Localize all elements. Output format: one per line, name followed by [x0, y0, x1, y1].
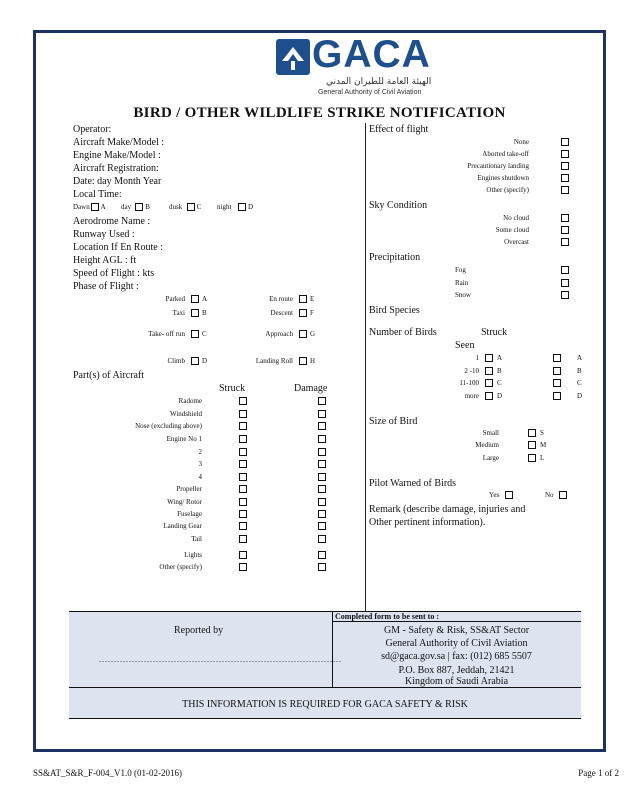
size-heading: Size of Bird — [369, 416, 418, 427]
effect-checkbox-engines-shutdown[interactable] — [561, 174, 569, 182]
struck-code-D: D — [577, 392, 583, 400]
number-2-10-label: 2 -10 — [464, 367, 479, 375]
time-checkbox-night[interactable] — [238, 203, 246, 211]
form-title: BIRD / OTHER WILDLIFE STRIKE NOTIFICATION — [133, 105, 506, 121]
sky-some-cloud: Some cloud — [495, 226, 529, 234]
effect-checkbox-other-specify[interactable] — [561, 186, 569, 194]
part-4-damage-checkbox[interactable] — [318, 435, 326, 443]
aerodrome-label: Aerodrome Name : — [73, 216, 151, 227]
aircraft-model-label: Aircraft Make/Model : — [73, 137, 165, 148]
operator-label: Operator: — [73, 124, 112, 135]
required-notice: THIS INFORMATION IS REQUIRED FOR GACA SAFETY & RISK — [182, 699, 468, 710]
seen-code-B: B — [497, 367, 502, 375]
gaca-emblem-icon — [276, 39, 310, 75]
part-3-struck-checkbox[interactable] — [239, 422, 247, 430]
size-medium: Medium — [475, 441, 499, 449]
part-12-damage-checkbox[interactable] — [318, 535, 326, 543]
part-13-damage-checkbox[interactable] — [318, 551, 326, 559]
number-struck-header: Struck — [481, 327, 508, 338]
part-5-label: 2 — [198, 448, 202, 456]
phase-code-D: D — [202, 357, 208, 365]
number-1-label: 1 — [475, 354, 479, 362]
effect-none: None — [513, 138, 529, 146]
phase-parked: Parked — [165, 295, 185, 303]
logo-wordmark: GACA — [312, 33, 431, 76]
time-code-C: C — [196, 203, 202, 211]
page-number: Page 1 of 2 — [578, 768, 619, 778]
engine-model-label: Engine Make/Model : — [73, 150, 161, 161]
part-6-label: 3 — [198, 460, 202, 468]
sky-checkbox-some-cloud[interactable] — [561, 226, 569, 234]
phase-checkbox-taxi[interactable] — [191, 309, 199, 317]
phase-code-F: F — [310, 309, 314, 317]
phase-checkbox-approach[interactable] — [299, 330, 307, 338]
phase-checkbox-en-route[interactable] — [299, 295, 307, 303]
number-heading: Number of Birds — [369, 327, 437, 338]
part-8-struck-checkbox[interactable] — [239, 485, 247, 493]
form-frame — [33, 30, 606, 752]
part-13-label: Lights — [184, 551, 202, 559]
seen-checkbox-B[interactable] — [485, 367, 493, 375]
precip-snow: Snow — [455, 291, 471, 299]
phase-checkbox-climb[interactable] — [191, 357, 199, 365]
phase-code-A: A — [202, 295, 208, 303]
size-code-L: L — [540, 454, 545, 462]
time-option-night: night — [217, 203, 232, 211]
time-checkbox-dusk[interactable] — [187, 203, 195, 211]
precip-rain: Rain — [455, 279, 469, 287]
part-9-label: Wing/ Rotor — [167, 498, 202, 506]
size-checkbox-M[interactable] — [528, 441, 536, 449]
phase-approach: Approach — [265, 330, 293, 338]
remark-label-2: Other pertinent information). — [369, 517, 486, 528]
bottom-panel — [69, 611, 581, 719]
part-13-struck-checkbox[interactable] — [239, 551, 247, 559]
part-6-damage-checkbox[interactable] — [318, 460, 326, 468]
height-label: Height AGL : ft — [73, 255, 137, 266]
part-6-struck-checkbox[interactable] — [239, 460, 247, 468]
send-to-label: Completed form to be sent to : — [335, 612, 439, 621]
sky-checkbox-no-cloud[interactable] — [561, 214, 569, 222]
size-checkbox-S[interactable] — [528, 429, 536, 437]
part-7-damage-checkbox[interactable] — [318, 473, 326, 481]
phase-take-off-run: Take- off run — [148, 330, 185, 338]
part-5-damage-checkbox[interactable] — [318, 448, 326, 456]
size-large: Large — [482, 454, 499, 462]
time-code-B: B — [145, 203, 150, 211]
seen-checkbox-D[interactable] — [485, 392, 493, 400]
logo-arabic: الهيئة العامة للطيران المدني — [326, 77, 432, 87]
species-heading: Bird Species — [369, 305, 420, 316]
size-code-M: M — [540, 441, 547, 449]
effect-engines-shutdown: Engines shutdown — [477, 174, 529, 182]
phase-descent: Descent — [270, 309, 293, 317]
phase-taxi: Taxi — [172, 309, 185, 317]
part-8-label: Propeller — [176, 485, 202, 493]
part-1-damage-checkbox[interactable] — [318, 397, 326, 405]
precip-checkbox-snow[interactable] — [561, 291, 569, 299]
phase-checkbox-landing-roll[interactable] — [299, 357, 307, 365]
phase-en-route: En route — [269, 295, 293, 303]
phase-code-H: H — [310, 357, 316, 365]
parts-struck-header: Struck — [219, 383, 246, 394]
address-line-2: General Authority of Civil Aviation — [385, 638, 528, 649]
struck-checkbox-B[interactable] — [553, 367, 561, 375]
part-4-label: Engine No 1 — [166, 435, 202, 443]
struck-checkbox-D[interactable] — [553, 392, 561, 400]
seen-code-D: D — [497, 392, 503, 400]
part-14-label: Other (specify) — [159, 563, 202, 571]
pilot-no-checkbox[interactable] — [559, 491, 567, 499]
address-line-3: sd@gaca.gov.sa | fax: (012) 685 5507 — [381, 651, 532, 662]
part-1-struck-checkbox[interactable] — [239, 397, 247, 405]
struck-code-B: B — [577, 367, 582, 375]
part-9-struck-checkbox[interactable] — [239, 498, 247, 506]
part-10-damage-checkbox[interactable] — [318, 510, 326, 518]
location-label: Location If En Route : — [73, 242, 163, 253]
part-7-label: 4 — [198, 473, 202, 481]
precip-checkbox-rain[interactable] — [561, 279, 569, 287]
part-2-label: Windshield — [170, 410, 202, 418]
form-grid — [69, 123, 581, 643]
part-11-label: Landing Gear — [163, 522, 202, 530]
speed-label: Speed of Flight : kts — [73, 268, 155, 279]
registration-label: Aircraft Registration: — [73, 163, 159, 174]
part-8-damage-checkbox[interactable] — [318, 485, 326, 493]
part-10-label: Fuselage — [177, 510, 202, 518]
size-checkbox-L[interactable] — [528, 454, 536, 462]
seen-code-C: C — [497, 379, 502, 387]
phase-label: Phase of Flight : — [73, 281, 139, 292]
phase-checkbox-take-off-run[interactable] — [191, 330, 199, 338]
part-12-struck-checkbox[interactable] — [239, 535, 247, 543]
precip-heading: Precipitation — [369, 252, 421, 263]
effect-checkbox-precautionary-landing[interactable] — [561, 162, 569, 170]
runway-label: Runway Used : — [73, 229, 135, 240]
part-1-label: Radome — [178, 397, 202, 405]
part-3-damage-checkbox[interactable] — [318, 422, 326, 430]
reported-by-line[interactable]: ................................................................................. — [99, 655, 342, 664]
time-option-dusk: dusk — [169, 203, 183, 211]
time-checkbox-day[interactable] — [135, 203, 143, 211]
part-5-struck-checkbox[interactable] — [239, 448, 247, 456]
pilot-no-label: No — [545, 491, 554, 499]
logo-english: General Authority of Civil Aviation — [318, 89, 422, 96]
parts-heading: Part(s) of Aircraft — [73, 370, 145, 381]
time-checkbox-dawn[interactable] — [91, 203, 99, 211]
time-option-day: day — [121, 203, 132, 211]
part-7-struck-checkbox[interactable] — [239, 473, 247, 481]
pilot-yes-checkbox[interactable] — [505, 491, 513, 499]
part-10-struck-checkbox[interactable] — [239, 510, 247, 518]
time-code-A: A — [100, 203, 106, 211]
struck-code-A: A — [577, 354, 583, 362]
part-9-damage-checkbox[interactable] — [318, 498, 326, 506]
part-11-damage-checkbox[interactable] — [318, 522, 326, 530]
phase-checkbox-parked[interactable] — [191, 295, 199, 303]
part-14-damage-checkbox[interactable] — [318, 563, 326, 571]
size-code-S: S — [540, 429, 544, 437]
form-code: SS&AT_S&R_F-004_V1.0 (01-02-2016) — [33, 768, 183, 778]
struck-checkbox-A[interactable] — [553, 354, 561, 362]
pilot-yes-label: Yes — [489, 491, 500, 499]
number-more-label: more — [464, 392, 479, 400]
reported-by-label: Reported by — [174, 625, 224, 636]
pilot-heading: Pilot Warned of Birds — [369, 478, 457, 489]
part-3-label: Nose (excluding above) — [135, 422, 202, 430]
precip-fog: Fog — [455, 266, 466, 274]
part-12-label: Tail — [191, 535, 202, 543]
effect-heading: Effect of flight — [369, 124, 429, 135]
size-small: Small — [482, 429, 499, 437]
phase-landing-roll: Landing Roll — [255, 357, 293, 365]
sky-overcast: Overcast — [504, 238, 529, 246]
remark-label: Remark (describe damage, injuries and — [369, 504, 526, 515]
seen-checkbox-C[interactable] — [485, 379, 493, 387]
sky-heading: Sky Condition — [369, 200, 428, 211]
column-divider — [365, 123, 366, 643]
struck-code-C: C — [577, 379, 582, 387]
part-14-struck-checkbox[interactable] — [239, 563, 247, 571]
phase-checkbox-descent[interactable] — [299, 309, 307, 317]
address-line-1: GM - Safety & Risk, SS&AT Sector — [383, 625, 530, 636]
sky-no-cloud: No cloud — [503, 214, 529, 222]
seen-checkbox-A[interactable] — [485, 354, 493, 362]
effect-checkbox-none[interactable] — [561, 138, 569, 146]
effect-aborted-take-off: Aborted take-off — [482, 150, 529, 158]
number-seen-header: Seen — [455, 340, 475, 351]
seen-code-A: A — [497, 354, 503, 362]
sky-checkbox-overcast[interactable] — [561, 238, 569, 246]
part-4-struck-checkbox[interactable] — [239, 435, 247, 443]
time-option-dawn: Dawn — [73, 203, 90, 211]
phase-code-B: B — [202, 309, 207, 317]
part-11-struck-checkbox[interactable] — [239, 522, 247, 530]
struck-checkbox-C[interactable] — [553, 379, 561, 387]
phase-code-C: C — [202, 330, 207, 338]
time-code-D: D — [248, 203, 254, 211]
gaca-logo — [236, 33, 456, 97]
effect-other-specify: Other (specify) — [486, 186, 529, 194]
address-line-4: P.O. Box 887, Jeddah, 21421 — [398, 665, 515, 676]
phase-code-E: E — [310, 295, 315, 303]
part-2-struck-checkbox[interactable] — [239, 410, 247, 418]
phase-code-G: G — [310, 330, 316, 338]
precip-checkbox-fog[interactable] — [561, 266, 569, 274]
phase-climb: Climb — [167, 357, 185, 365]
part-2-damage-checkbox[interactable] — [318, 410, 326, 418]
effect-checkbox-aborted-take-off[interactable] — [561, 150, 569, 158]
address-line-5: Kingdom of Saudi Arabia — [404, 676, 509, 687]
number-11-100-label: 11-100 — [459, 379, 479, 387]
effect-precautionary-landing: Precautionary landing — [467, 162, 529, 170]
date-label: Date: day Month Year — [73, 176, 162, 187]
parts-damage-header: Damage — [294, 383, 328, 394]
local-time-label: Local Time: — [73, 189, 122, 200]
